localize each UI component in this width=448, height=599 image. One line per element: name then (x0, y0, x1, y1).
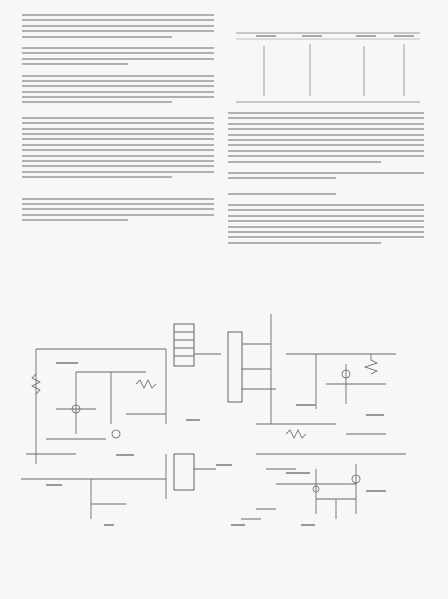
right-column-text (228, 112, 424, 247)
circuit-schematic-figure (16, 314, 420, 544)
table-figure (236, 30, 420, 104)
table-figure-svg (236, 30, 420, 104)
left-column-text (22, 14, 214, 225)
circuit-schematic-svg (16, 314, 420, 544)
